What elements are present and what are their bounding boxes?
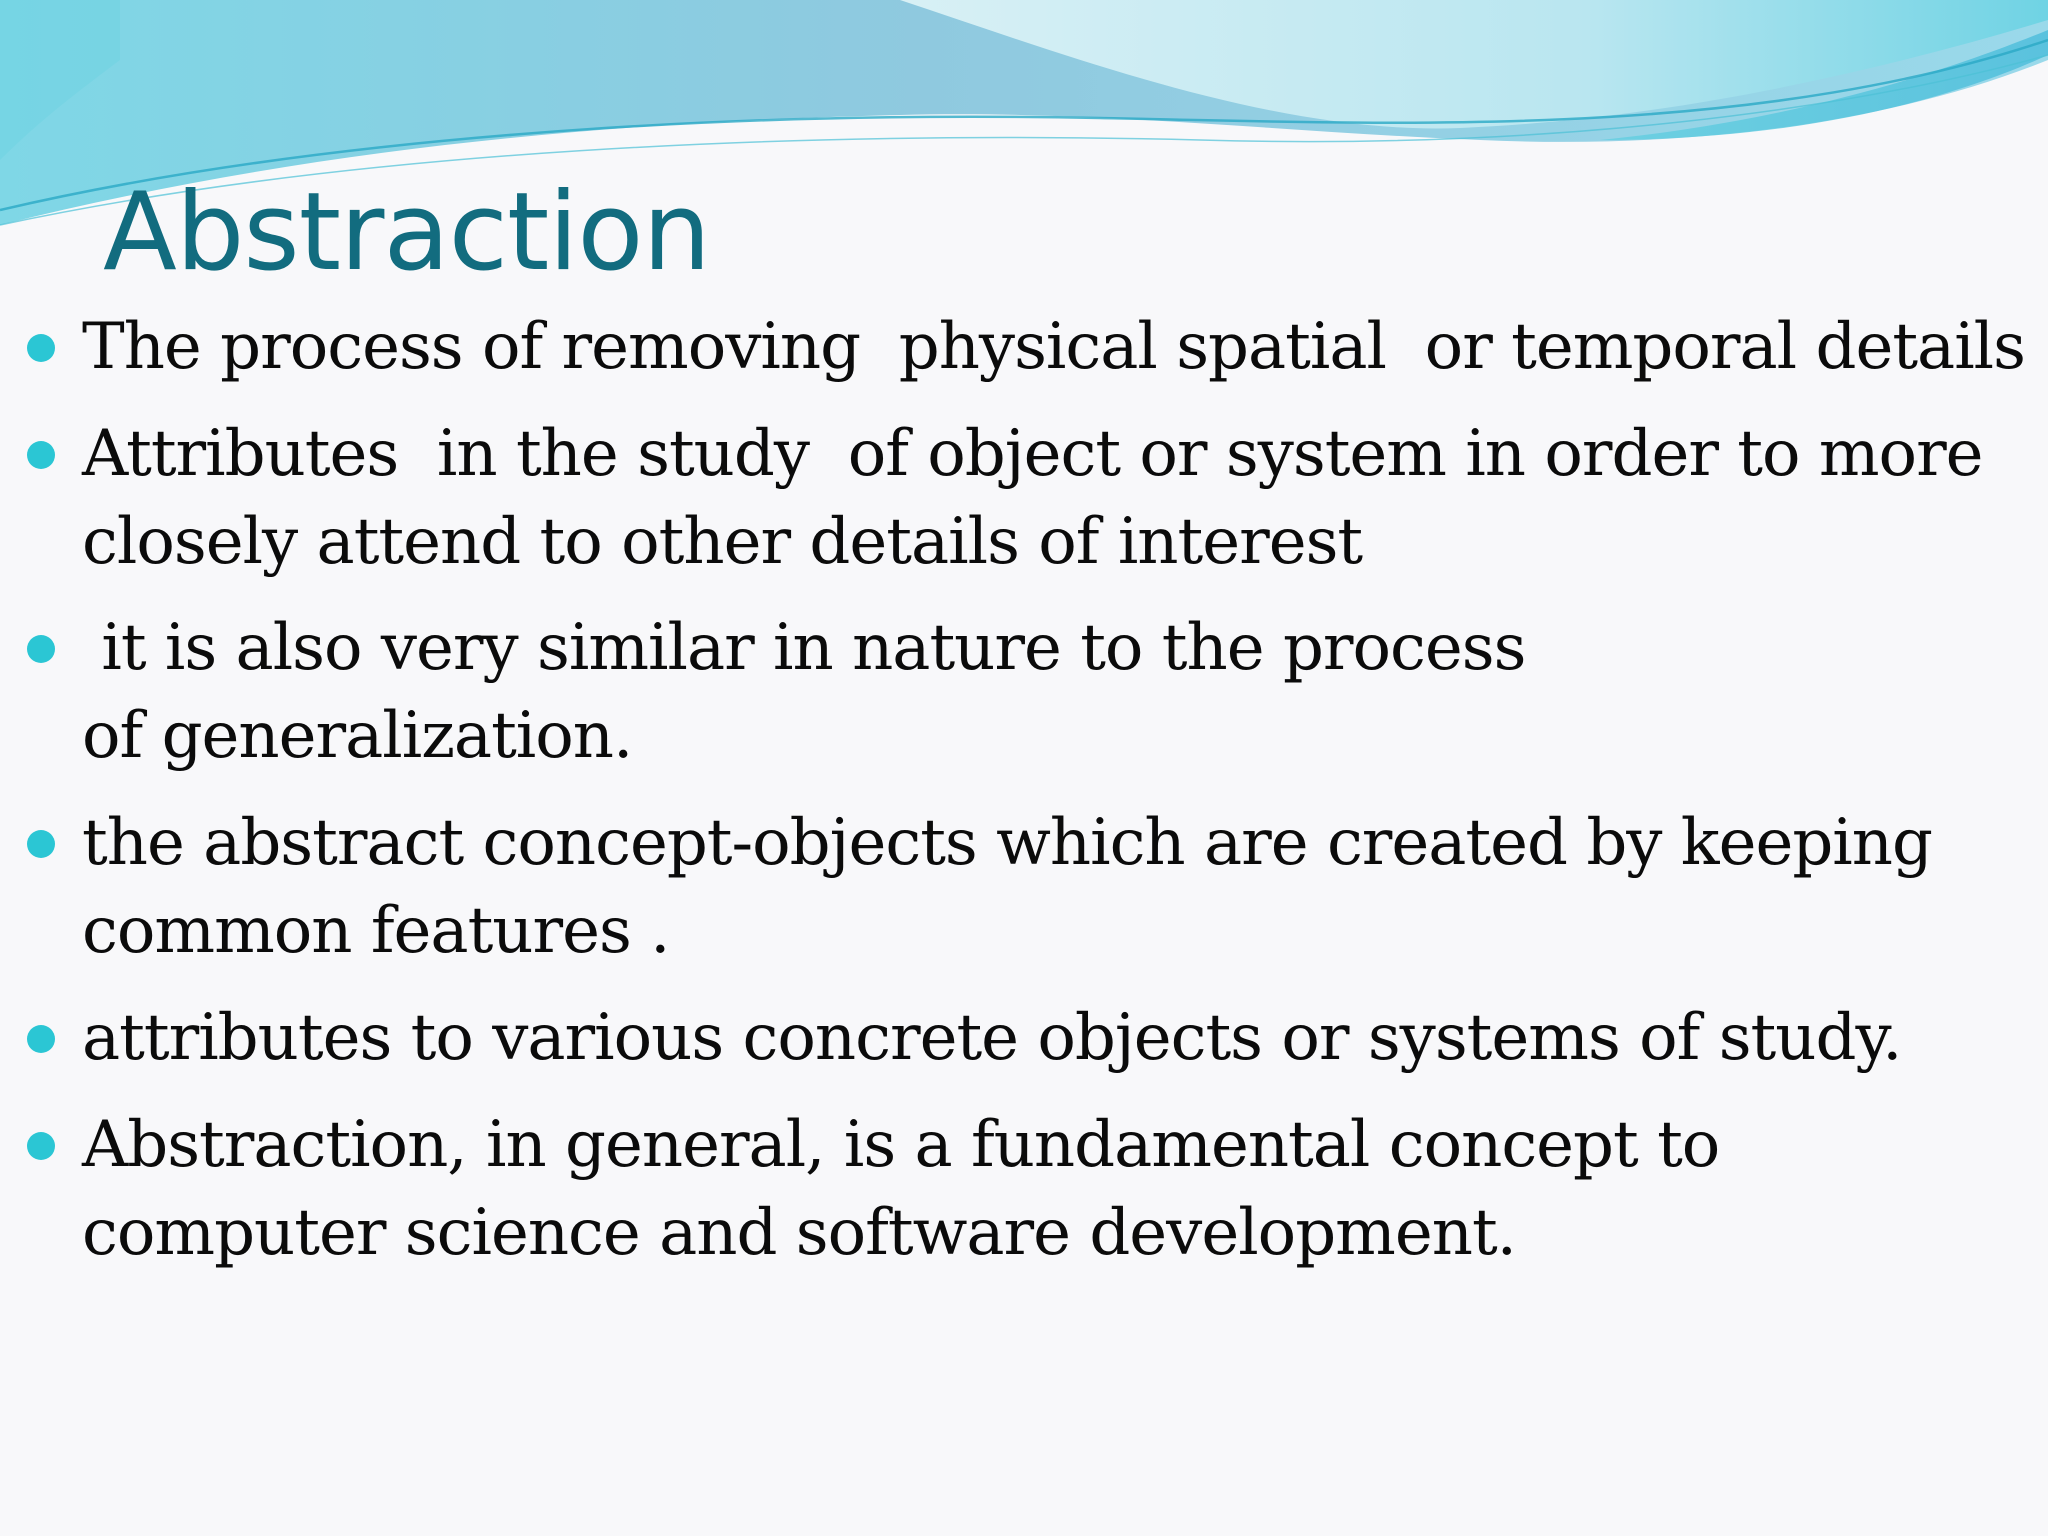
bullet-item [82, 303, 2025, 391]
bullet-item [82, 799, 2022, 975]
slide-title: Abstraction [103, 170, 710, 295]
bullet-dot-icon [27, 334, 55, 362]
bullet-dot-icon [27, 635, 55, 663]
bullet-line: Abstraction, in general, is a fundamental concept to [82, 1108, 1720, 1182]
bullet-line: common features . [82, 894, 670, 968]
bullet-line: of generalization. [82, 699, 633, 773]
bullet-item [82, 994, 2022, 1082]
bullet-dot-icon [27, 441, 55, 469]
bullet-line: The process of removing physical spatial or temporal details [82, 310, 2025, 384]
bullet-line: the abstract concept-objects which are created by keeping [82, 806, 1932, 880]
bullet-dot-icon [27, 1132, 55, 1160]
bullet-line: Attributes in the study of object or system in order to more [82, 417, 1983, 491]
bullet-item [82, 1101, 2022, 1277]
bullet-dot-icon [27, 830, 55, 858]
bullet-line: closely attend to other details of interest [82, 505, 1363, 579]
bullet-item [82, 604, 2022, 780]
bullet-line: attributes to various concrete objects or systems of study. [82, 1001, 1902, 1075]
bullet-line: computer science and software development. [82, 1196, 1516, 1270]
bullet-dot-icon [27, 1025, 55, 1053]
bullet-item [82, 410, 2022, 586]
bullet-line: it is also very similar in nature to the process [82, 611, 1526, 685]
